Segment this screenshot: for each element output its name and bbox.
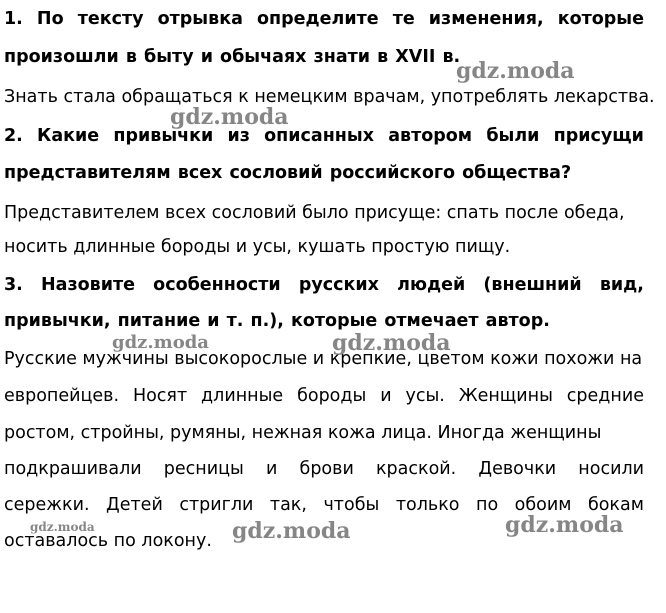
answer-3-line-3: ростом, стройны, румяны, нежная кожа лица. Иногда женщины — [4, 423, 602, 443]
answer-3-line-2: европейцев. Носят длинные бороды и усы. Женщины средние — [4, 386, 644, 406]
question-3-line-2: привычки, питание и т. п.), которые отмечает автор. — [4, 311, 550, 331]
question-1-line-2: произошли в быту и обычаях знати в XVII в. — [4, 47, 461, 67]
watermark: gdz.moda — [30, 520, 95, 534]
watermark: gdz.moda — [505, 512, 624, 538]
watermark: gdz.moda — [332, 330, 451, 356]
answer-2-line-2: носить длинные бороды и усы, кушать простую пищу. — [4, 237, 511, 257]
watermark: gdz.moda — [170, 104, 289, 130]
question-2-line-2: представителям всех сословий российского общества? — [4, 163, 572, 183]
question-2-line-1: 2. Какие привычки из описанных автором были присущи — [4, 126, 644, 146]
answer-3-line-6: оставалось по локону. — [4, 531, 212, 551]
answer-3-line-4: подкрашивали ресницы и брови краской. Девочки носили — [4, 459, 644, 479]
answer-2-line-1: Представителем всех сословий было присуще: спать после обеда, — [4, 203, 625, 223]
question-1-line-1: 1. По тексту отрывка определите те изменения, которые — [4, 9, 644, 29]
question-3-line-1: 3. Назовите особенности русских людей (внешний вид, — [4, 275, 644, 295]
answer-1-line-1: Знать стала обращаться к немецким врачам, употреблять лекарства. — [4, 87, 655, 107]
watermark: gdz.moda — [456, 58, 575, 84]
watermark: gdz.moda — [112, 332, 209, 353]
answer-3-line-5: сережки. Детей стригли так, чтобы только по обоим бокам — [4, 495, 644, 515]
watermark: gdz.moda — [232, 518, 351, 544]
answer-3-line-1: Русские мужчины высокорослые и крепкие, цветом кожи похожи на — [4, 349, 643, 369]
